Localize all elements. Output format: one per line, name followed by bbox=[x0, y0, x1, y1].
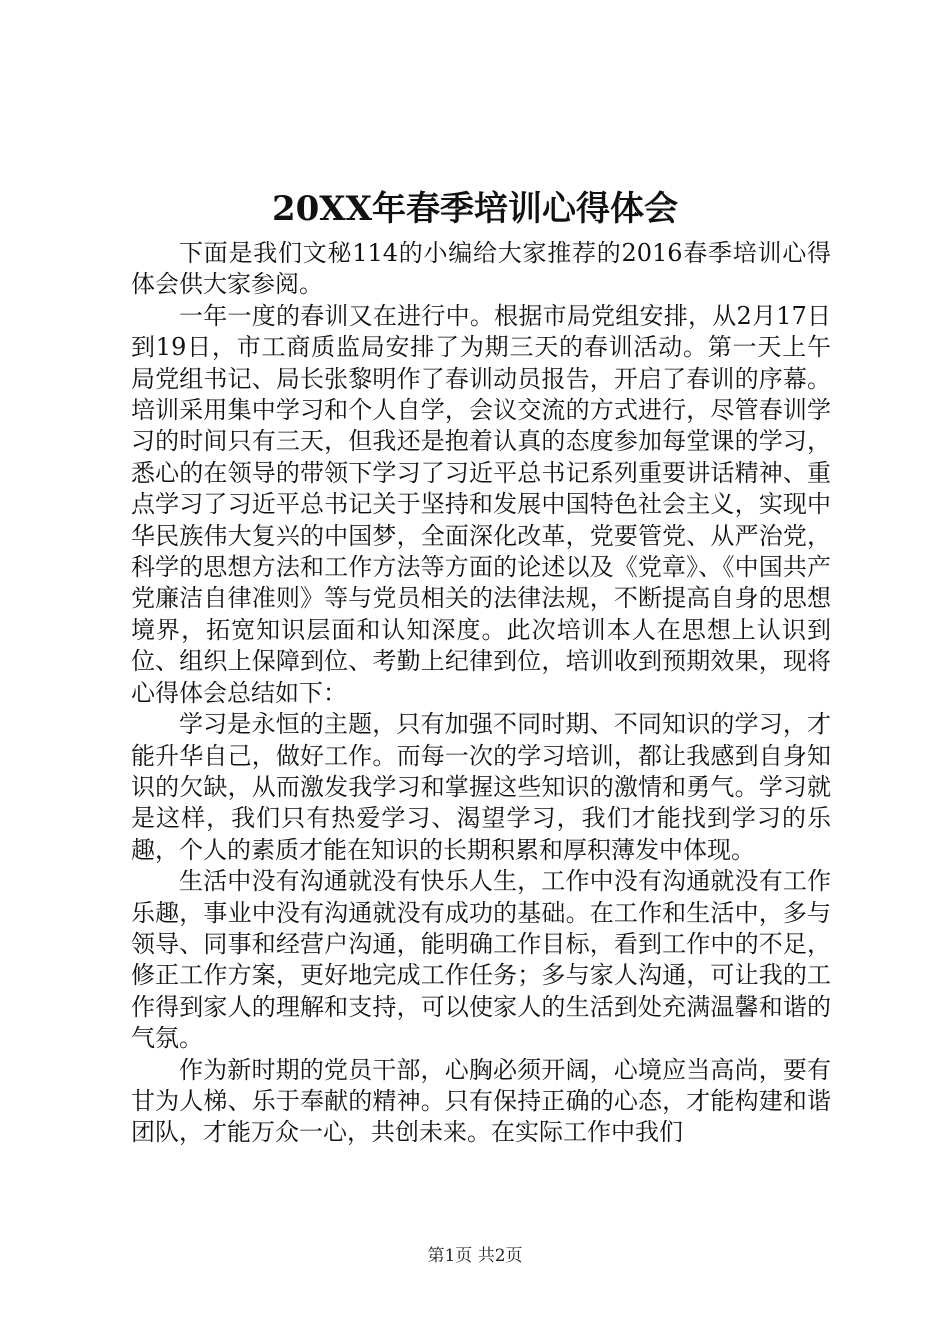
paragraph-intro: 下面是我们文秘114的小编给大家推荐的2016春季培训心得体会供大家参阅。 bbox=[131, 239, 831, 299]
document-body bbox=[131, 238, 831, 1149]
page-footer: 第1页 共2页 bbox=[427, 1246, 523, 1266]
paragraph-training-overview: 一年一度的春训又在进行中。根据市局党组安排，从2月17日到19日，市工商质监局安排了为期三天的春训活动。第一天上午局党组书记、局长张黎明作了春训动员报告，开启了春训的序幕。培训采用集中学习和个人自学，会议交流的方式进行，尽管春训学习的时间只有三天，但我还是抱着认真的态度参加每堂课的学习，悉心的在领导的带领下学习了习近平总书记系列重要讲话精神、重点学习了习近平总书记关于坚持和发展中国特色社会主义，实现中华民族伟大复兴的中国梦，全面深化改革，党要管党、从严治党，科学的思想方法和工作方法等方面的论述以及《党章》、《中国共产党廉洁自律准则》等与党员相关的法律法规，不断提高自身的思想境界，拓宽知识层面和认知深度。此次培训本人在思想上认识到位、组织上保障到位、考勤上纪律到位，培训收到预期效果，现将心得体会总结如下： bbox=[131, 301, 831, 707]
paragraph-learning: 学习是永恒的主题，只有加强不同时期、不同知识的学习，才能升华自己，做好工作。而每一次的学习培训，都让我感到自身知识的欠缺，从而激发我学习和掌握这些知识的激情和勇气。学习就是这样，我们只有热爱学习、渴望学习，我们才能找到学习的乐趣，个人的素质才能在知识的长期积累和厚积薄发中体现。 bbox=[131, 710, 831, 864]
paragraph-communication: 生活中没有沟通就没有快乐人生，工作中没有沟通就没有工作乐趣，事业中没有沟通就没有成功的基础。在工作和生活中，多与领导、同事和经营户沟通，能明确工作目标，看到工作中的不足，修正工作方案，更好地完成工作任务；多与家人沟通，可让我的工作得到家人的理解和支持，可以使家人的生活到处充满温馨和谐的气氛。 bbox=[131, 867, 831, 1053]
paragraph-party-member: 作为新时期的党员干部，心胸必须开阔，心境应当高尚，要有甘为人梯、乐于奉献的精神。只有保持正确的心态，才能构建和谐团队，才能万众一心，共创未来。在实际工作中我们 bbox=[131, 1055, 831, 1147]
document-title: 20XX年春季培训心得体会 bbox=[271, 189, 679, 229]
